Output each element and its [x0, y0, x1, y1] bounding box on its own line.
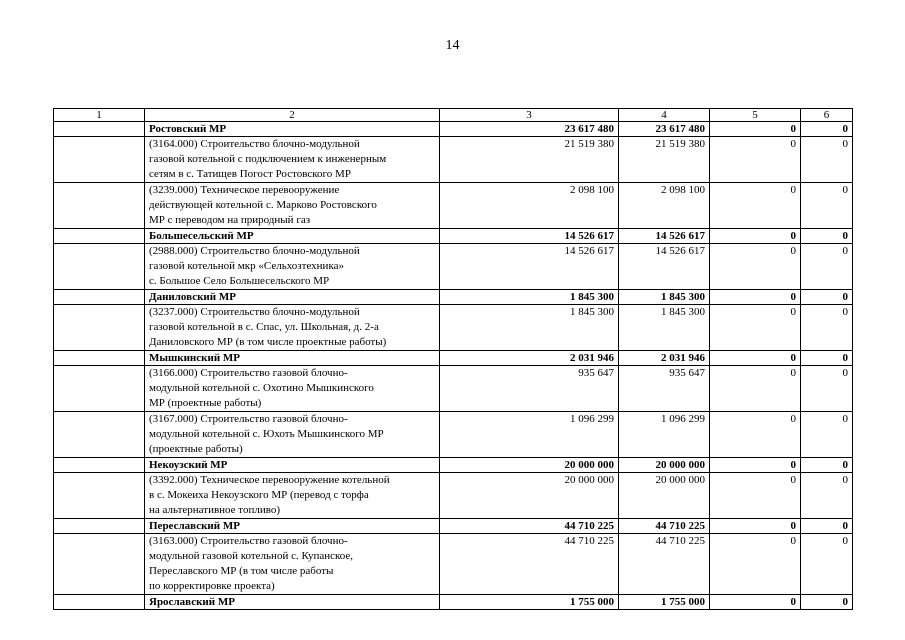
project-row — [54, 305, 853, 351]
project-row — [54, 412, 853, 458]
amount-v4: 1 845 300 — [619, 290, 710, 305]
amount-v5: 0 — [710, 473, 801, 519]
description-line: (3239.000) Техническое перевооружение — [149, 184, 340, 196]
row-index-cell — [54, 137, 145, 183]
row-index-cell — [54, 366, 145, 412]
amount-v3: 44 710 225 — [440, 534, 619, 595]
description-line: с. Большое Село Большесельского МР — [149, 275, 330, 287]
row-index-cell — [54, 412, 145, 458]
project-description — [145, 137, 440, 183]
amount-v6: 0 — [801, 458, 853, 473]
column-header: 6 — [801, 109, 853, 122]
project-row — [54, 366, 853, 412]
amount-v4: 44 710 225 — [619, 534, 710, 595]
amount-v5: 0 — [710, 351, 801, 366]
amount-v3: 2 031 946 — [440, 351, 619, 366]
row-index-cell — [54, 183, 145, 229]
project-row — [54, 137, 853, 183]
column-header: 1 — [54, 109, 145, 122]
amount-v5: 0 — [710, 412, 801, 458]
district-total-row — [54, 595, 853, 610]
row-index-cell — [54, 122, 145, 137]
amount-v5: 0 — [710, 229, 801, 244]
description-line: (3163.000) Строительство газовой блочно- — [149, 535, 348, 547]
description-line: газовой котельной в с. Спас, ул. Школьная, д. 2-а — [149, 321, 379, 333]
amount-v6: 0 — [801, 122, 853, 137]
description-line: МР с переводом на природный газ — [149, 214, 311, 226]
amount-v5: 0 — [710, 244, 801, 290]
amount-v5: 0 — [710, 366, 801, 412]
project-row — [54, 534, 853, 595]
description-line: (3237.000) Строительство блочно-модульной — [149, 306, 360, 318]
amount-v4: 935 647 — [619, 366, 710, 412]
amount-v5: 0 — [710, 458, 801, 473]
amount-v3: 44 710 225 — [440, 519, 619, 534]
district-name: Ростовский МР — [145, 122, 440, 137]
district-name: Мышкинский МР — [145, 351, 440, 366]
amount-v5: 0 — [710, 534, 801, 595]
amount-v3: 935 647 — [440, 366, 619, 412]
description-line: (проектные работы) — [149, 443, 243, 455]
amount-v6: 0 — [801, 244, 853, 290]
column-header: 2 — [145, 109, 440, 122]
amount-v5: 0 — [710, 519, 801, 534]
row-index-cell — [54, 458, 145, 473]
project-description — [145, 244, 440, 290]
amount-v5: 0 — [710, 595, 801, 610]
row-index-cell — [54, 229, 145, 244]
description-line: (3392.000) Техническое перевооружение котельной — [149, 474, 390, 486]
district-name: Даниловский МР — [145, 290, 440, 305]
amount-v6: 0 — [801, 305, 853, 351]
amount-v3: 1 755 000 — [440, 595, 619, 610]
amount-v3: 2 098 100 — [440, 183, 619, 229]
district-total-row — [54, 229, 853, 244]
row-index-cell — [54, 305, 145, 351]
description-line: МР (проектные работы) — [149, 397, 262, 409]
amount-v4: 44 710 225 — [619, 519, 710, 534]
description-line: газовой котельной с подключением к инженерным — [149, 153, 387, 165]
project-description — [145, 183, 440, 229]
project-row — [54, 183, 853, 229]
amount-v6: 0 — [801, 534, 853, 595]
column-header: 4 — [619, 109, 710, 122]
amount-v4: 20 000 000 — [619, 473, 710, 519]
amount-v6: 0 — [801, 290, 853, 305]
amount-v5: 0 — [710, 137, 801, 183]
budget-table — [53, 108, 853, 610]
amount-v3: 20 000 000 — [440, 458, 619, 473]
description-line: газовой котельной мкр «Сельхозтехника» — [149, 260, 345, 272]
amount-v4: 1 845 300 — [619, 305, 710, 351]
description-line: Переславского МР (в том числе работы — [149, 565, 334, 577]
project-description — [145, 366, 440, 412]
row-index-cell — [54, 534, 145, 595]
description-line: (3167.000) Строительство газовой блочно- — [149, 413, 348, 425]
district-name: Большесельский МР — [145, 229, 440, 244]
project-row — [54, 244, 853, 290]
description-line: действующей котельной с. Марково Ростовского — [149, 199, 377, 211]
amount-v6: 0 — [801, 137, 853, 183]
description-line: модульной котельной с. Юхоть Мышкинского МР — [149, 428, 384, 440]
project-description — [145, 534, 440, 595]
amount-v4: 1 755 000 — [619, 595, 710, 610]
amount-v6: 0 — [801, 412, 853, 458]
description-line: сетям в с. Татищев Погост Ростовского МР — [149, 168, 351, 180]
row-index-cell — [54, 519, 145, 534]
amount-v4: 14 526 617 — [619, 229, 710, 244]
column-header: 5 — [710, 109, 801, 122]
amount-v5: 0 — [710, 290, 801, 305]
amount-v6: 0 — [801, 473, 853, 519]
amount-v6: 0 — [801, 519, 853, 534]
district-total-row — [54, 458, 853, 473]
description-line: в с. Мокеиха Некоузского МР (перевод с торфа — [149, 489, 369, 501]
description-line: (3164.000) Строительство блочно-модульной — [149, 138, 360, 150]
district-name: Ярославский МР — [145, 595, 440, 610]
column-header: 3 — [440, 109, 619, 122]
district-total-row — [54, 351, 853, 366]
description-line: Даниловского МР (в том числе проектные работы) — [149, 336, 387, 348]
description-line: по корректировке проекта) — [149, 580, 275, 592]
amount-v4: 23 617 480 — [619, 122, 710, 137]
project-row — [54, 473, 853, 519]
amount-v6: 0 — [801, 595, 853, 610]
amount-v3: 1 845 300 — [440, 290, 619, 305]
district-total-row — [54, 519, 853, 534]
project-description — [145, 305, 440, 351]
description-line: (3166.000) Строительство газовой блочно- — [149, 367, 348, 379]
amount-v4: 2 098 100 — [619, 183, 710, 229]
project-description — [145, 412, 440, 458]
amount-v4: 14 526 617 — [619, 244, 710, 290]
amount-v3: 1 096 299 — [440, 412, 619, 458]
district-total-row — [54, 290, 853, 305]
amount-v4: 20 000 000 — [619, 458, 710, 473]
amount-v6: 0 — [801, 229, 853, 244]
description-line: на альтернативное топливо) — [149, 504, 281, 516]
amount-v3: 21 519 380 — [440, 137, 619, 183]
amount-v4: 1 096 299 — [619, 412, 710, 458]
amount-v5: 0 — [710, 122, 801, 137]
district-name: Некоузский МР — [145, 458, 440, 473]
row-index-cell — [54, 595, 145, 610]
budget-table-body — [54, 109, 853, 610]
project-description — [145, 473, 440, 519]
row-index-cell — [54, 473, 145, 519]
page-number: 14 — [445, 38, 460, 53]
amount-v3: 14 526 617 — [440, 229, 619, 244]
amount-v4: 2 031 946 — [619, 351, 710, 366]
row-index-cell — [54, 244, 145, 290]
amount-v4: 21 519 380 — [619, 137, 710, 183]
amount-v3: 23 617 480 — [440, 122, 619, 137]
district-total-row — [54, 122, 853, 137]
amount-v3: 14 526 617 — [440, 244, 619, 290]
amount-v6: 0 — [801, 366, 853, 412]
amount-v3: 20 000 000 — [440, 473, 619, 519]
description-line: модульной газовой котельной с. Купанское, — [149, 550, 354, 562]
description-line: модульной котельной с. Охотино Мышкинского — [149, 382, 374, 394]
amount-v3: 1 845 300 — [440, 305, 619, 351]
table-header-row — [54, 109, 853, 122]
row-index-cell — [54, 290, 145, 305]
amount-v5: 0 — [710, 305, 801, 351]
description-line: (2988.000) Строительство блочно-модульной — [149, 245, 360, 257]
amount-v5: 0 — [710, 183, 801, 229]
amount-v6: 0 — [801, 351, 853, 366]
district-name: Переславский МР — [145, 519, 440, 534]
amount-v6: 0 — [801, 183, 853, 229]
row-index-cell — [54, 351, 145, 366]
